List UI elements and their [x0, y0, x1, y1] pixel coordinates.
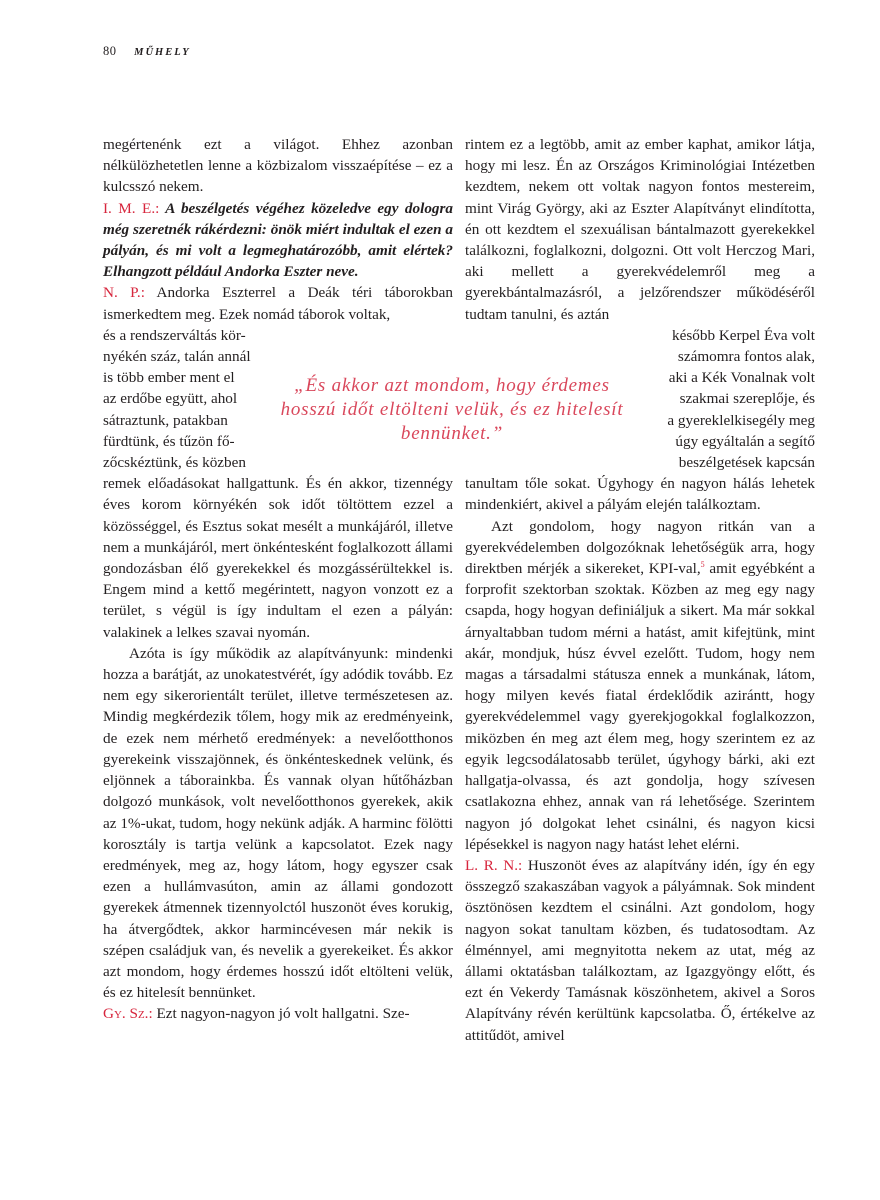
- answer-paragraph: [103, 282, 453, 324]
- paragraph: rintem ez a legtöbb, amit az ember kaphat, amikor látja, hogy mi lesz. Én az Országos Kriminológiai Intézetben kezdtem, nekem ott voltak nagyon fontos mestereim, mint Virág György, aki az Eszter Alapítványt elindította, én ott kezdtem el szexuálisan bántalmazott gyerekekkel találkozni, foglalkozni, dolgozni. Ott volt Herczog Mari, aki mellett a gyerekvédelemről meg a gyerekbántalmazásról, a jelzőrendszer működéséről tudtam tanulni, és aztán: [465, 136, 815, 323]
- wrap-line: beszélgetések kapcsán: [678, 454, 815, 472]
- left-column: [103, 134, 453, 1025]
- wrap-line: aki a Kék Vonalnak volt: [668, 369, 815, 387]
- interviewer-question: [103, 198, 453, 283]
- pull-quote: „És akkor azt mondom, hogy érdemes hosszú időt eltölteni velük, és ez hitelesít bennünket.”: [280, 375, 624, 444]
- answer-paragraph: [465, 855, 815, 1046]
- running-header: [103, 44, 191, 59]
- paragraph: remek előadásokat hallgattunk. És én akkor, tizennégy éves korom környékén sok időt töltöttem ezzel a közösséggel, és Esztus sokat mesélt a munkájáról, illetve nem a munkájáról, mert önkéntesként foglalkozott állami gondozásban élő gyerekekkel és mozgássérültekkel is. Engem mind a kettő megérintett, nagyon vonzott ez a terület, s végül is így indultam el ezen a pályán: valakinek a lelkes szavai nyomán.: [103, 475, 453, 641]
- answer-paragraph: [103, 1003, 453, 1024]
- paragraph: tanultam tőle sokat. Úgyhogy én nagyon hálás lehetek mindenkiért, akivel a pályám elején találkoztam.: [465, 475, 815, 514]
- speaker-label: N. P.:: [103, 284, 145, 302]
- footnote-marker[interactable]: 5: [700, 560, 705, 570]
- wrap-line: szakmai szereplője, és: [679, 390, 815, 408]
- text-wrap-block: [643, 325, 815, 473]
- paragraph: [465, 516, 815, 855]
- answer-text: Huszonöt éves az alapítvány idén, így én egy összegző szakaszában vagyok a pályámnak. Sok mindent ösztönösen kezdtem el csinálni. Azt gondolom, hogy nagyon sokat tanultam közben, és tudatosodtam. Az élménnyel, ami megnyitotta nekem az utat, még az állami oktatásban találkoztam, az Igazgyöngy előtt, és ezt én Vekerdy Tamásnak köszönhetem, akivel a Soros Alapítvány révén kerültünk kapcsolatba. Ő, értékelve az attitűdöt, amivel: [465, 856, 815, 1044]
- wrap-line: számomra fontos alak,: [677, 348, 815, 366]
- paragraph-text: Azt gondolom, hogy nagyon ritkán van a gyerekvédelemben dolgozóknak lehetőségük arra, hogy direktben mérjék a sikereket, KPI-val,: [465, 517, 815, 578]
- wrap-line: fürdtünk, és tűzön fő-: [103, 432, 235, 450]
- wrap-line: és a rendszerváltás kör-: [103, 326, 246, 344]
- paragraph-text: amit egyébként a forprofit szektorban szoktak. Közben az meg egy nagy csapda, hogy hogyan definiáljuk a sikert. Ma már sokkal árnyaltabban tudom mérni a hatást, amit kifejtünk, mint akár, mondjuk, húsz évvel ezelőtt. Tudom, hogy nem magas a társadalmi státusza ennek a munkának, látom, hogy milyen kevés fiatal érdeklődik azirántt, hogy gyerekvédelemmel vagy gyerekjogokkal foglalkozzon, miközben én meg azt élem meg, hogy szerintem ez az egyik legcsodálatosabb terület, úgyhogy bárki, aki ezt hallgatja-olvassa, és azt gondolja, hogy szívesen csatlakozna ehhez, annak van rá lehetősége. Szerintem nagyon jó dolgokat lehet csinálni, és nagyon kicsi lépésekkel is nagyon nagy hatást lehet elérni.: [465, 560, 815, 853]
- question-text: A beszélgetés végéhez közeledve egy dologra még szeretnék rákérdezni: önök miért indultak el ezen a pályán, és mi volt a legmeghatározóbb, amit elértek? Elhangzott például Andorka Eszter neve.: [103, 199, 454, 281]
- page-number: 80: [103, 44, 117, 58]
- wrap-line: sátraztunk, patakban: [103, 411, 228, 429]
- paragraph: megértenénk ezt a világot. Ehhez azonban nélkülözhetetlen lenne a közbizalom visszaépítése – ez a kulcsszó nekem.: [103, 136, 453, 196]
- answer-text: Ezt nagyon-nagyon jó volt hallgatni. Sze-: [152, 1005, 410, 1023]
- answer-text: Andorka Eszterrel a Deák téri táborokban ismerkedtem meg. Ezek nomád táborok voltak,: [103, 284, 453, 323]
- wrap-line: nyékén száz, talán annál: [103, 348, 251, 366]
- wrap-line: is több ember ment el: [103, 369, 235, 387]
- wrap-line: úgy egyáltalán a segítő: [675, 432, 815, 450]
- right-column: [465, 134, 815, 1046]
- wrap-line: a gyereklelkisegély meg: [667, 411, 815, 429]
- wrap-line: az erdőbe együtt, ahol: [103, 390, 238, 408]
- speaker-label: L. R. N.:: [465, 856, 523, 874]
- section-title: MŰHELY: [134, 47, 191, 58]
- wrap-line: zőcskéztünk, és közben: [103, 454, 246, 472]
- speaker-label: I. M. E.:: [103, 199, 160, 217]
- text-wrap-block: [103, 325, 261, 473]
- speaker-label: Gy. Sz.:: [103, 1005, 153, 1023]
- paragraph: Azóta is így működik az alapítványunk: mindenki hozza a barátját, az unokatestvérét, így adódik tovább. Ez nem egy sikerorientált terület, illetve természetesen az. Mindig megkérdezik tőlem, hogy mik az eredményeink, de ezek nem mérhető eredmények: a nevelőotthonos gyerekeink visszajönnek, és önkénteskednek velünk, és eljönnek a táborainkba. És vannak olyan hűtőházban dolgozó munkások, volt nevelőotthonos gyerekek, akik az 1%-ukat, tudom, hogy nekünk adják. A harminc fölötti korosztály is tartja velünk a kapcsolatot. Ezek nagy eredmények, meg az, hogy látom, hogy egyszer csak ezen a hullámvasúton, amin az állami gondozott gyerekek átmennek tizennyolctól huszonöt éves korukig, ha átvergődtek, akkor harmincévesen már nekik is szépen családjuk van, és nevelik a gyerekeiket. És akkor azt mondom, hogy érdemes hosszú időt eltölteni velük, és ez hitelesít bennünket.: [103, 644, 453, 1002]
- wrap-line: később Kerpel Éva volt: [672, 326, 815, 344]
